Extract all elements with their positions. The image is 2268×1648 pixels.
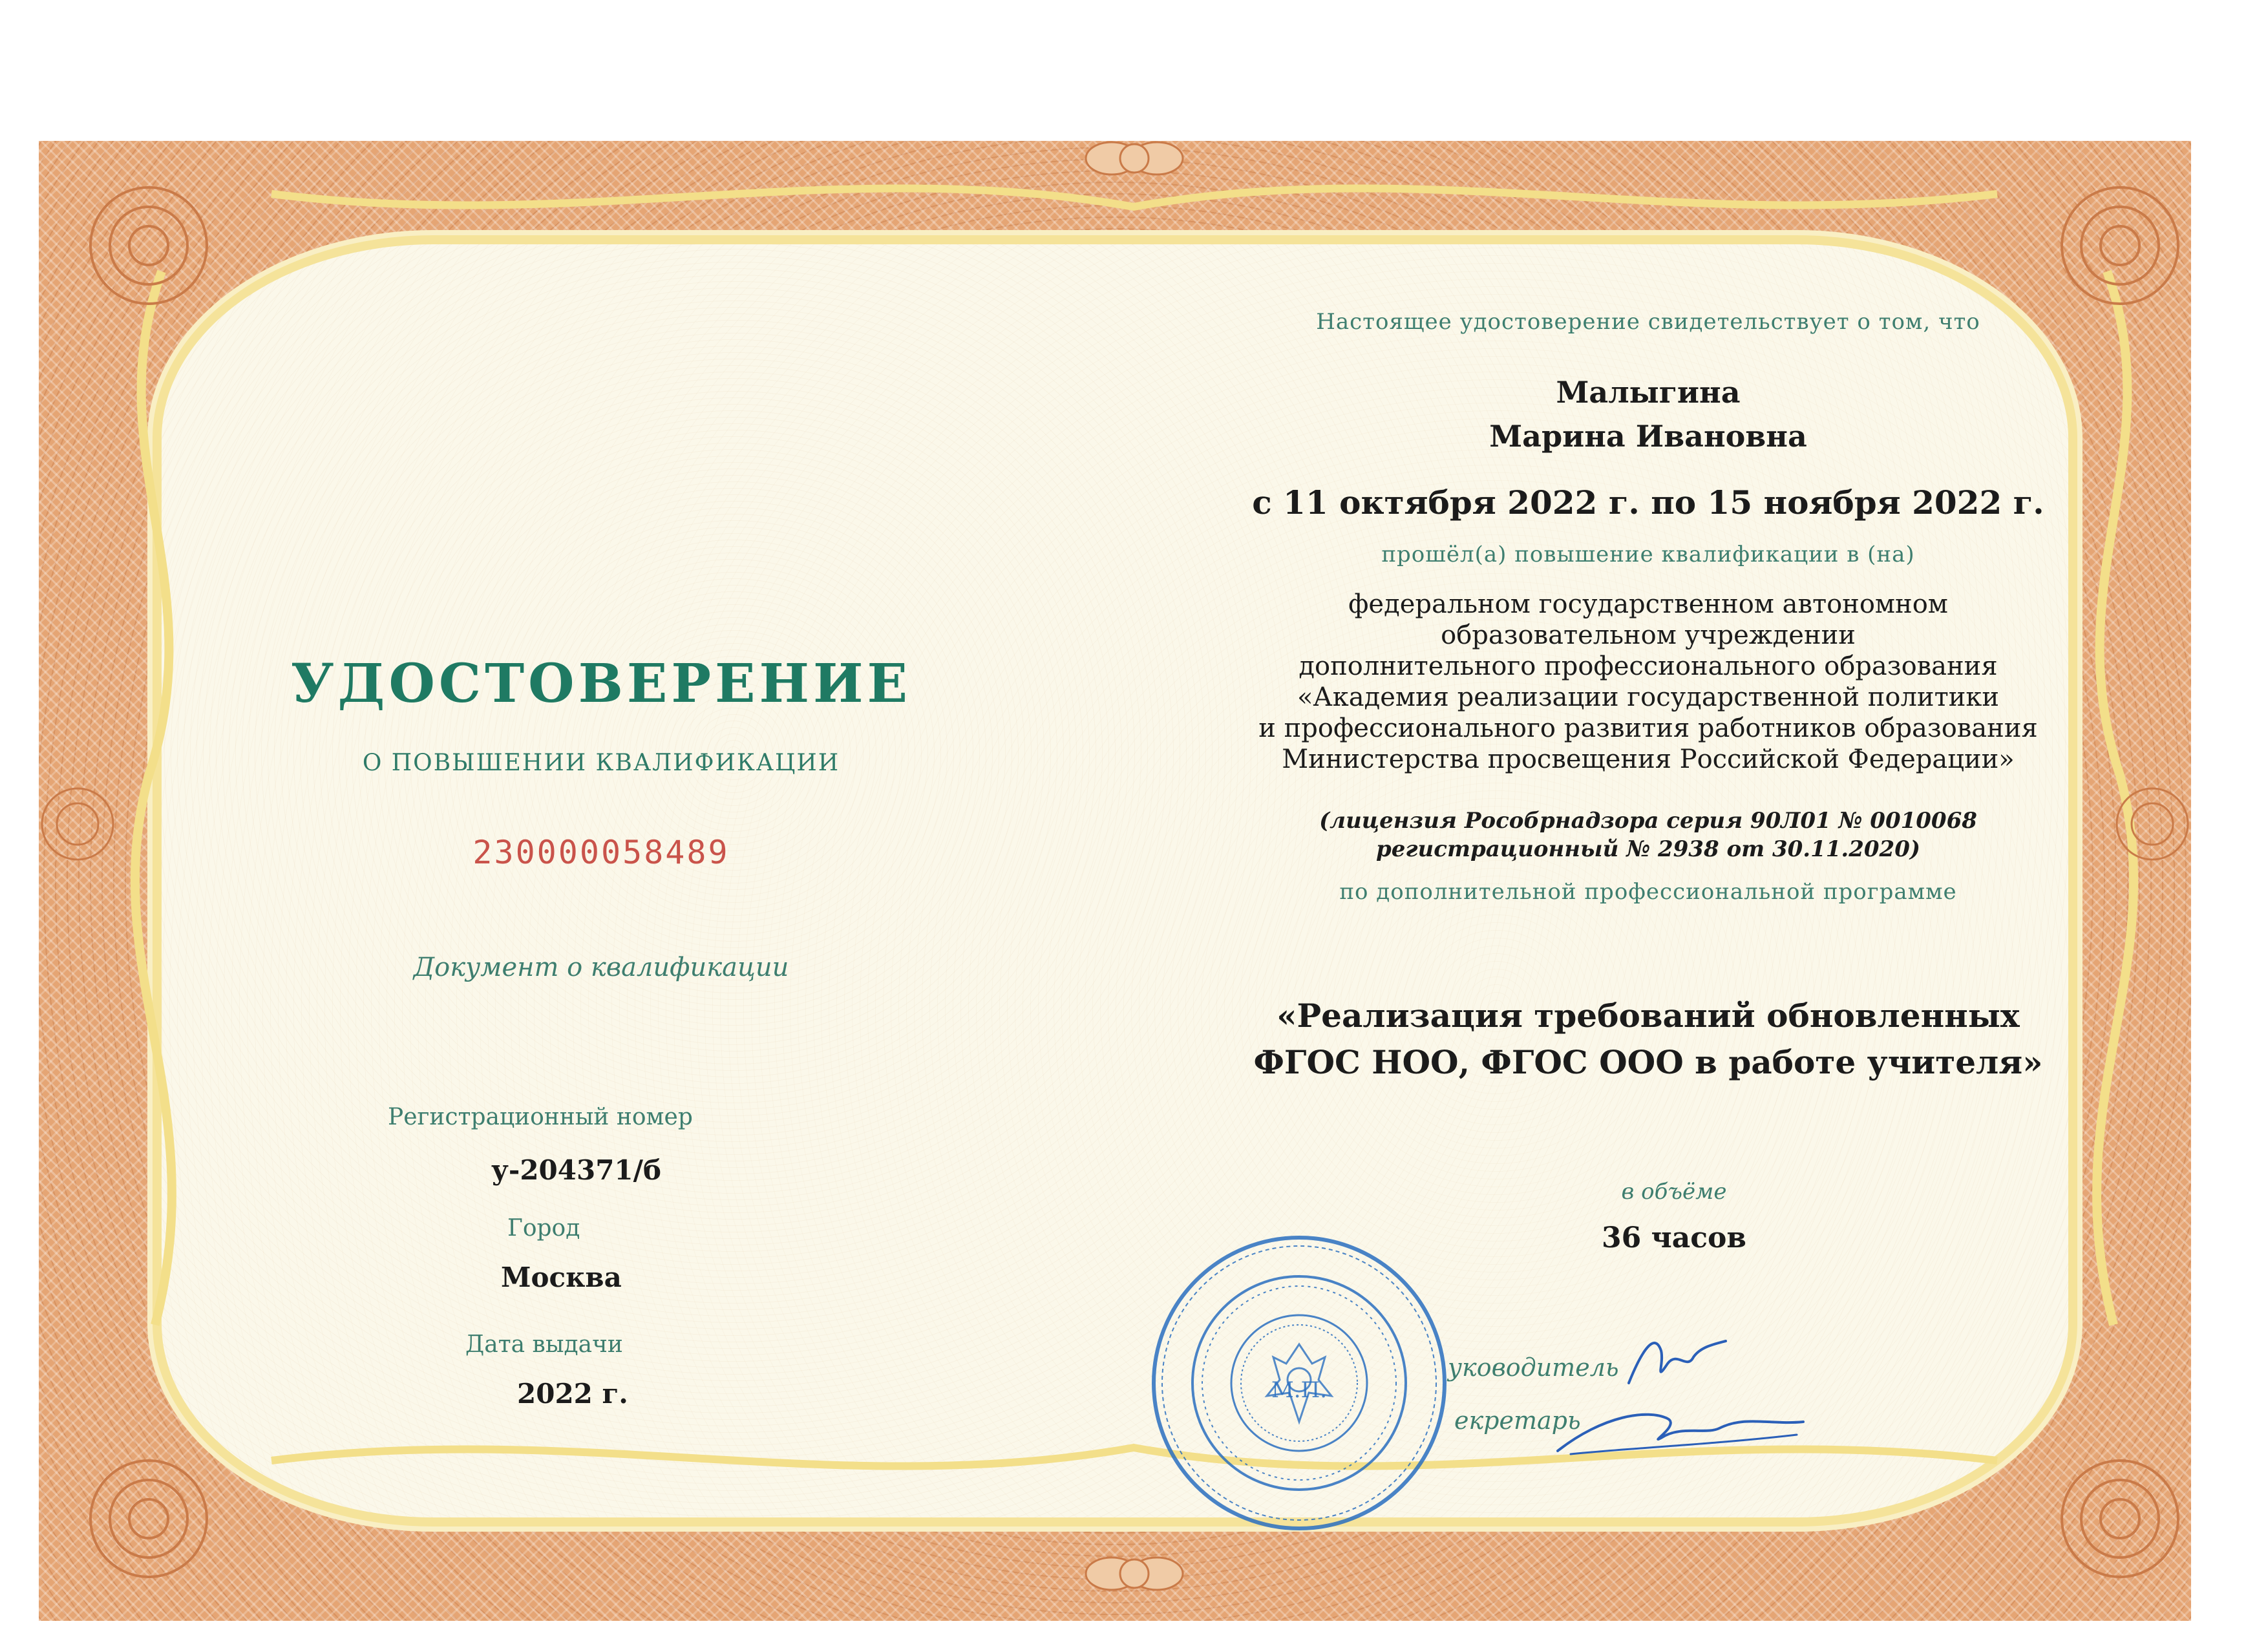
intro-text: Настоящее удостоверение свидетельствует о том, что xyxy=(1316,309,1980,335)
registration-label: Регистрационный номер xyxy=(388,1104,693,1130)
serial-number: 230000058489 xyxy=(472,834,730,871)
license-line: (лицензия Рособрнадзора серия 90Л01 № 0010068 xyxy=(1319,808,1977,834)
certificate-subtitle: О ПОВЫШЕНИИ КВАЛИФИКАЦИИ xyxy=(362,750,840,776)
document-type: Документ о квалификации xyxy=(413,953,789,982)
official-stamp xyxy=(1144,1228,1454,1538)
holder-surname: Малыгина xyxy=(1556,375,1741,410)
license-line: регистрационный № 2938 от 30.11.2020) xyxy=(1376,836,1920,862)
organization-line: федеральном государственном автономном xyxy=(1348,589,1948,619)
program-title-line: ФГОС НОО, ФГОС ООО в работе учителя» xyxy=(1253,1043,2043,1081)
organization-line: дополнительного профессионального образования xyxy=(1298,651,1998,681)
organization-line: «Академия реализации государственной политики xyxy=(1297,682,2000,712)
holder-given-names: Марина Ивановна xyxy=(1489,419,1807,454)
volume-value: 36 часов xyxy=(1602,1221,1746,1254)
head-label: уководитель xyxy=(1448,1353,1619,1382)
program-label: по дополнительной профессиональной программе xyxy=(1339,879,1957,905)
stamp-center-text: М.П. xyxy=(1271,1377,1328,1403)
issue-date-value: 2022 г. xyxy=(517,1378,628,1410)
organization-line: и профессионального развития работников образования xyxy=(1258,713,2038,743)
volume-label: в объёме xyxy=(1621,1179,1727,1205)
secretary-signature xyxy=(1551,1389,1810,1474)
passed-text: прошёл(а) повышение квалификации в (на) xyxy=(1381,542,1915,567)
city-value: Москва xyxy=(501,1262,622,1293)
training-period: с 11 октября 2022 г. по 15 ноября 2022 г. xyxy=(1252,483,2044,522)
certificate-title: УДОСТОВЕРЕНИЕ xyxy=(290,653,912,715)
organization-line: образовательном учреждении xyxy=(1441,620,1856,650)
registration-value: у-204371/б xyxy=(491,1154,662,1186)
secretary-label: екретарь xyxy=(1454,1406,1581,1435)
program-title-line: «Реализация требований обновленных xyxy=(1277,997,2020,1035)
organization-line: Министерства просвещения Российской Федерации» xyxy=(1282,745,2015,774)
city-label: Город xyxy=(507,1215,580,1241)
issue-date-label: Дата выдачи xyxy=(465,1331,623,1358)
